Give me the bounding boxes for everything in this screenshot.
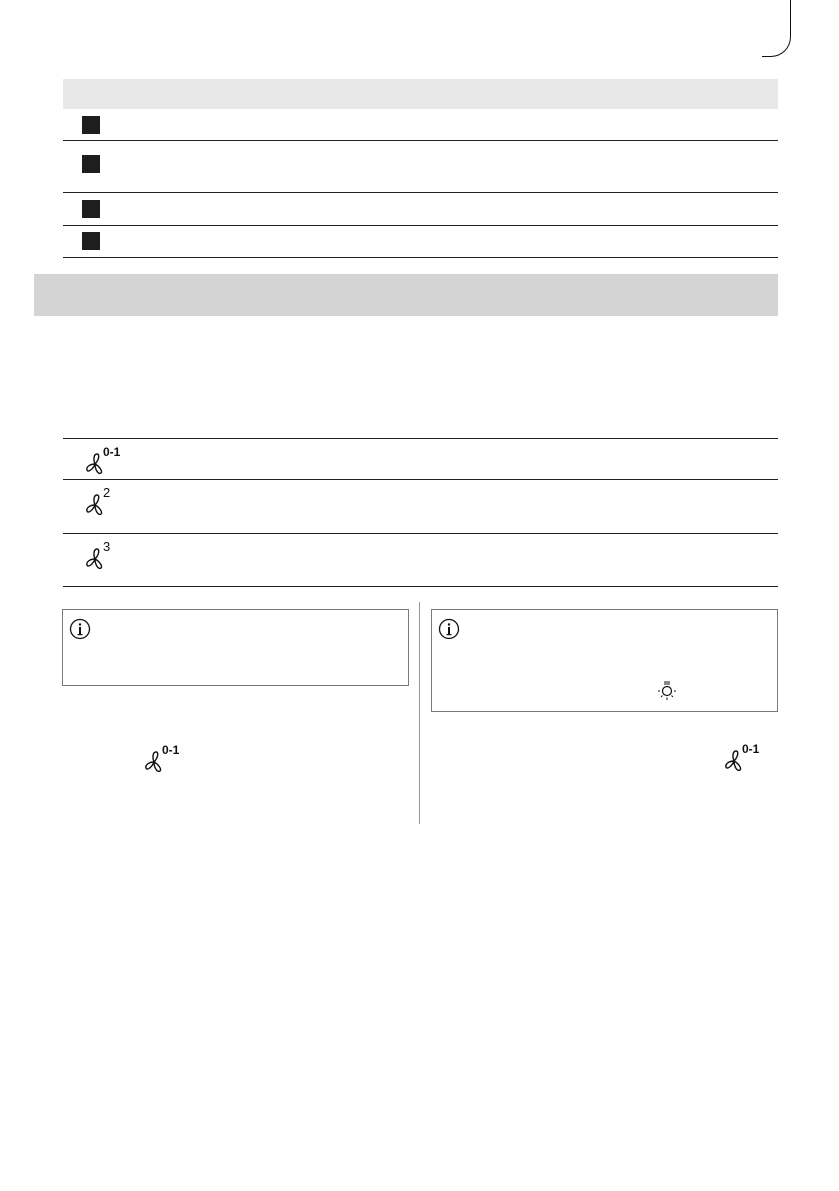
top-table-header [63,79,778,109]
info-icon [69,618,91,640]
table-row [63,534,778,587]
info-icon [438,618,460,640]
inline-fan-icon [722,742,772,772]
right-info-note [431,609,778,712]
fan-icon [83,540,133,570]
fan-level-label: 0-1 [103,445,121,459]
table-row [63,226,778,258]
fan-icon [83,445,133,475]
fan-table [63,438,778,587]
top-table [63,79,778,258]
left-info-note [62,609,409,686]
light-bulb-icon [656,680,678,702]
square-marker-icon [82,116,100,134]
table-row [63,109,778,141]
table-row [63,480,778,534]
fan-level-label: 3 [103,539,111,554]
table-row [63,193,778,226]
table-row [63,141,778,193]
fan-level-label: 2 [103,485,111,500]
table-row [63,439,778,480]
fan-level-label: 0-1 [742,742,760,756]
fan-level-label: 0-1 [162,743,180,757]
section-heading [34,274,778,316]
column-divider [419,602,420,824]
inline-fan-icon [142,743,192,773]
square-marker-icon [82,200,100,218]
fan-icon [83,486,133,516]
square-marker-icon [82,155,100,173]
square-marker-icon [82,232,100,250]
corner-mark [762,0,791,57]
